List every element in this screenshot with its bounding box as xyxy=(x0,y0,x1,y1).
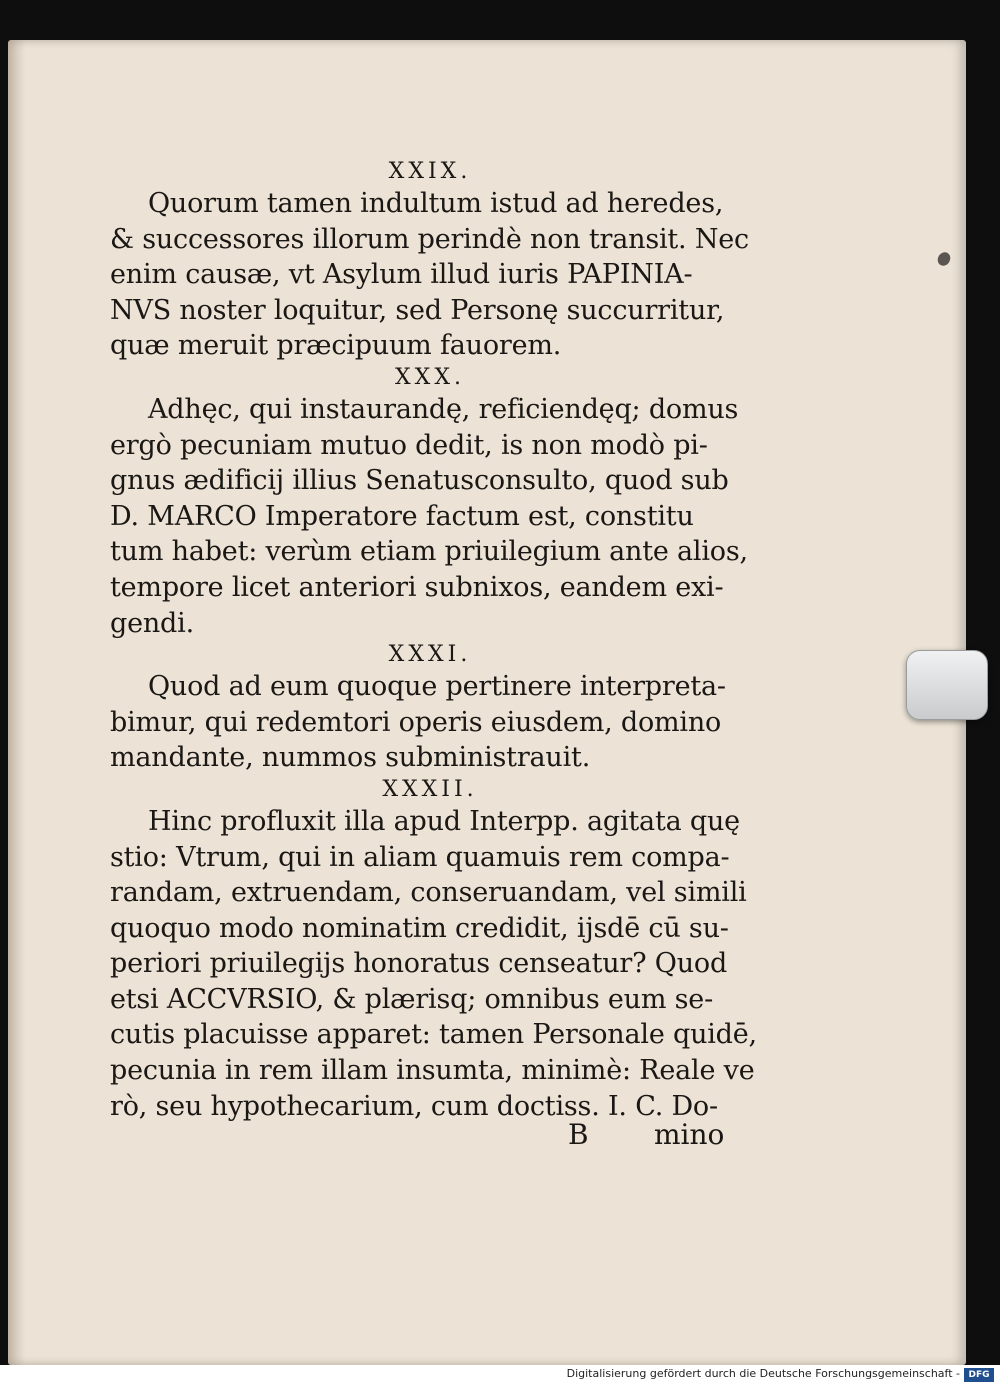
text-line: etsi ACCVRSIO, & plærisq; omnibus eum se- xyxy=(110,983,714,1015)
text-line: Hinc profluxit illa apud Interpp. agitata quę xyxy=(148,805,740,837)
text-line: gnus ædificij illius Senatusconsulto, quod sub xyxy=(110,465,729,497)
section-heading-31: XXXI. xyxy=(388,642,472,668)
section-heading-29: XXIX. xyxy=(388,159,472,184)
page-text xyxy=(110,158,757,1124)
text-line: quæ meruit præcipuum fauorem. xyxy=(110,330,562,362)
digitization-footer xyxy=(0,1365,1000,1385)
paragraph-30 xyxy=(110,392,750,641)
section-heading-32: XXXII. xyxy=(382,776,478,802)
paragraph-29 xyxy=(110,186,750,364)
text-line: pecunia in rem illam insumta, minimè: Reale ve xyxy=(110,1055,755,1087)
page-clip-tab xyxy=(906,650,988,720)
signature-mark: B xyxy=(568,1118,589,1151)
text-line: randam, extruendam, conseruandam, vel simili xyxy=(110,877,747,909)
text-line: D. MARCO Imperatore factum est, constitu xyxy=(110,500,694,532)
catchword: mino xyxy=(654,1118,725,1151)
text-line: NVS noster loquitur, sed Personę succurritur, xyxy=(110,294,725,326)
text-line: bimur, qui redemtori operis eiusdem, domino xyxy=(110,706,722,738)
page-footer-marks xyxy=(568,1118,768,1158)
text-line: quoquo modo nominatim credidit, ijsdē cū su- xyxy=(110,912,729,944)
text-line: Quorum tamen indultum istud ad heredes, xyxy=(148,188,724,219)
text-line: stio: Vtrum, qui in aliam quamuis rem compa- xyxy=(110,841,730,873)
section-heading-30: XXX. xyxy=(395,364,465,390)
text-line: & successores illorum perindè non transit. Nec xyxy=(110,223,749,255)
ink-spot-icon xyxy=(935,250,952,268)
text-line: gendi. xyxy=(110,607,194,639)
text-line: mandante, nummos subministrauit. xyxy=(110,742,591,774)
dfg-logo-icon: DFG xyxy=(964,1368,994,1382)
text-line: enim causæ, vt Asylum illud iuris PAPINIA- xyxy=(110,259,693,291)
paragraph-31 xyxy=(110,669,750,776)
text-line: ergò pecuniam mutuo dedit, is non modò pi- xyxy=(110,429,708,461)
paragraph-32 xyxy=(110,804,757,1124)
text-line: Quod ad eum quoque pertinere interpreta- xyxy=(148,671,726,703)
book-page xyxy=(8,40,966,1365)
text-line: tum habet: verùm etiam priuilegium ante alios, xyxy=(110,536,748,568)
footer-credit: Digitalisierung gefördert durch die Deutsche Forschungsgemeinschaft - xyxy=(566,1367,960,1380)
text-line: cutis placuisse apparet: tamen Personale quidē, xyxy=(110,1019,757,1051)
text-line: Adhęc, qui instaurandę, reficiendęq; domus xyxy=(148,393,739,425)
text-line: tempore licet anteriori subnixos, eandem exi- xyxy=(110,571,724,603)
text-line: rò, seu hypothecarium, cum doctiss. I. C. Do- xyxy=(110,1090,718,1122)
text-line: periori priuilegijs honoratus censeatur? Quod xyxy=(110,948,728,980)
